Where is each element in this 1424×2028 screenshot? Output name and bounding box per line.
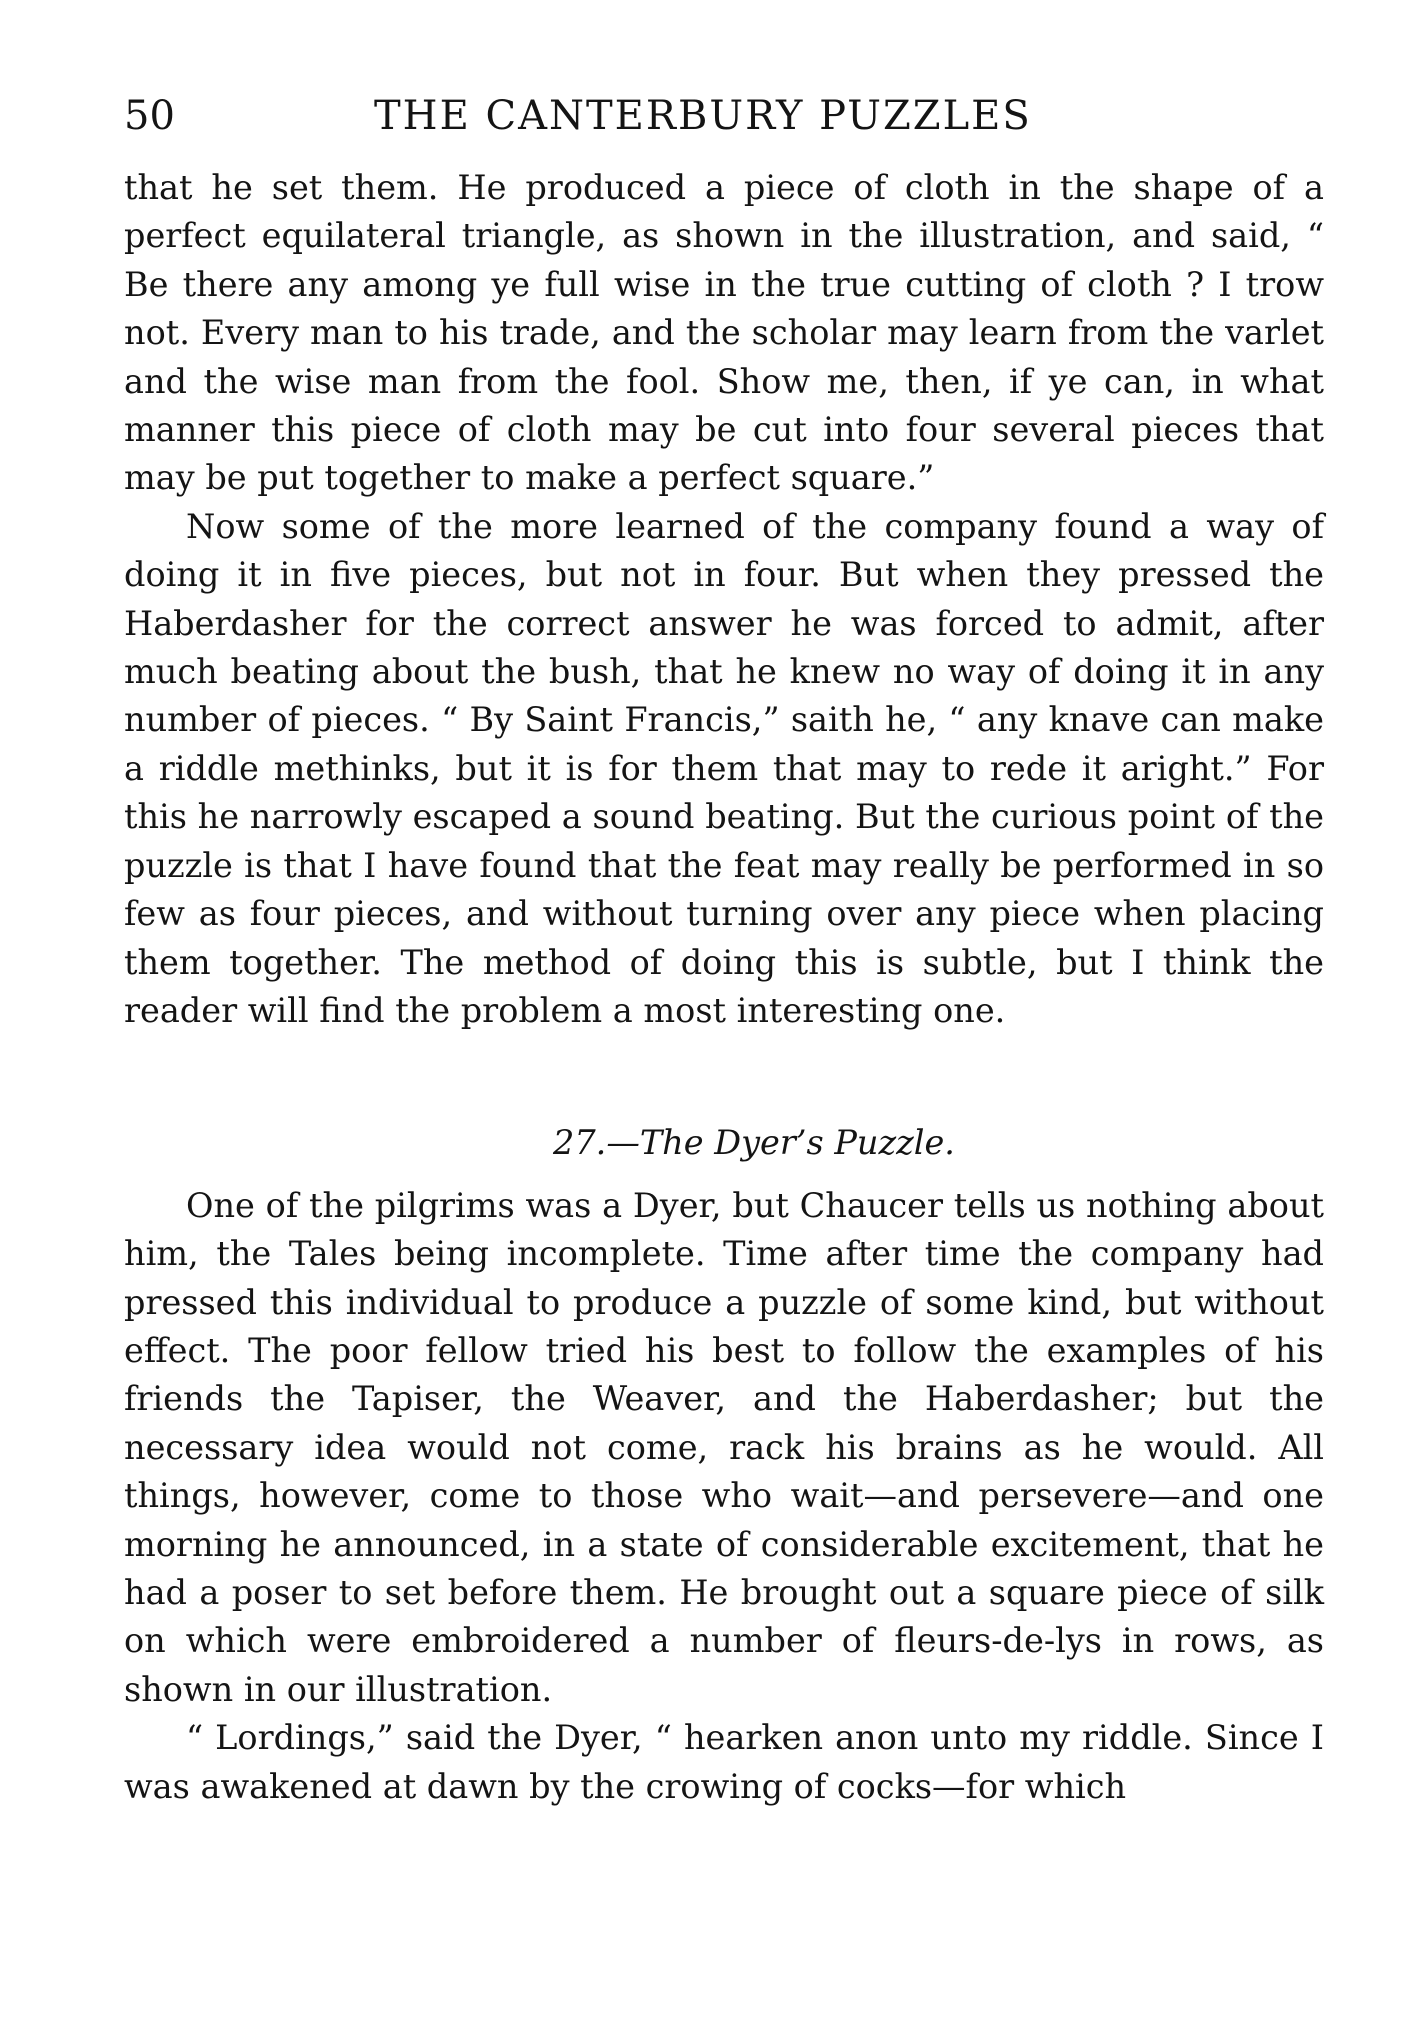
running-title: THE CANTERBURY PUZZLES [374,93,1032,139]
page-number: 50 [124,93,175,139]
paragraph: “ Lordings,” said the Dyer, “ hearken anon unto my riddle. Since I was awakened at dawn by the crowing of cocks—for which [124,1718,1324,1806]
paragraph-continued: that he set them. He produced a piece of cloth in the shape of a perfect equilateral triangle, as shown in the illustration, and said, “ Be there any among ye full wise in the true cutting of cloth ? I trow not. Every man to his trade, and the scholar may learn from the varlet and the wise man from the fool. Show me, then, if ye can, in what manner this piece of cloth may be cut into four several pieces that may be put together to make a perfect square.” [124,168,1324,498]
running-head [124,86,1324,146]
body-text [124,164,1324,1811]
paragraph: One of the pilgrims was a Dyer, but Chaucer tells us nothing about him, the Tales being incomplete. Time after time the company had pressed this individual to produce a puzzle of some kind, but without effect. The poor fellow tried his best to follow the examples of his friends the Tapiser, the Weaver, and the Haberdasher; but the necessary idea would not come, rack his brains as he would. All things, however, come to those who wait—and persevere—and one morning he announced, in a state of considerable excitement, that he had a poser to set before them. He brought out a square piece of silk on which were embroidered a number of fleurs-de-lys in rows, as shown in our illustration. [124,1185,1324,1709]
section-heading: 27.—The Dyer’s Puzzle. [553,1123,955,1163]
paragraph: Now some of the more learned of the company found a way of doing it in five pieces, but not in four. But when they pressed the Haberdasher for the correct answer he was forced to admit, after much beating about the bush, that he knew no way of doing it in any number of pieces. “ By Saint Francis,” saith he, “ any knave can make a riddle methinks, but it is for them that may to rede it aright.” For this he narrowly escaped a sound beating. But the curious point of the puzzle is that I have found that the feat may really be performed in so few as four pieces, and without turning over any piece when placing them together. The method of doing this is subtle, but I think the reader will find the problem a most interesting one. [124,506,1324,1030]
